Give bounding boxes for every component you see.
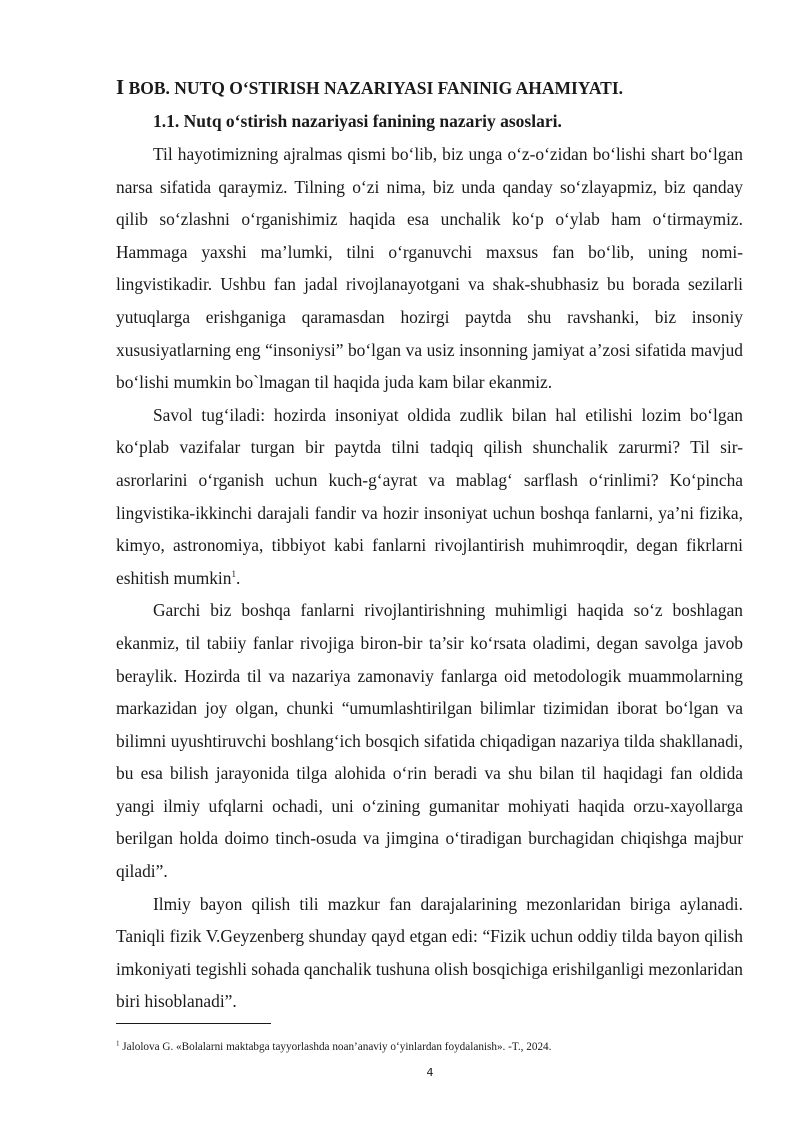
section-heading: 1.1. Nutq o‘stirish nazariyasi fanining nazariy asoslari. [153,111,562,131]
paragraph-2 [116,399,743,595]
footnote-text: Jalolova G. «Bolalarni maktabga tayyorlashda noan’anaviy o‘yinlardan foydalanish». -T., 2024. [119,1041,552,1053]
footnote-reference[interactable]: 1 [231,568,236,579]
page-number: 4 [426,1066,434,1079]
footnote-divider [116,1023,271,1024]
paragraph-2-end: . [235,567,241,588]
chapter-heading [116,76,736,99]
chapter-title: BOB. NUTQ O‘STIRISH NAZARIYASI FANINIG AHAMIYATI. [124,78,624,98]
footnote [116,1040,743,1054]
chapter-numeral: I [116,75,125,99]
paragraph-2-text: Savol tug‘iladi: hozirda insoniyat oldida zudlik bilan hal etilishi lozim bo‘lgan ko‘plab vazifalar turgan bir paytda tilni tadqiq qilish shunchalik zarurmi? Til sir-asrorlarini o‘rganish uchun kuch-g‘ayrat va mablag‘ sarflash o‘rinlimi? Ko‘pincha lingvistika-ikkinchi darajali fandir va hozir insoniyat uchun boshqa fanlarni, ya’ni fizika, kimyo, astronomiya, tibbiyot kabi fanlarni rivojlantirish muhimroqdir, degan fikrlarni eshitish mumkin [116,404,743,588]
body-text [116,138,743,1018]
paragraph-1: Til hayotimizning ajralmas qismi bo‘lib, biz unga o‘z-o‘zidan bo‘lishi shart bo‘lgan narsa sifatida qaraymiz. Tilning o‘zi nima, biz unda qanday so‘zlayapmiz, biz qanday qilib so‘zlashni o‘rganishimiz haqida esa unchalik ko‘p o‘ylab ham o‘tirmaymiz. Hammaga yaxshi ma’lumki, tilni o‘rganuvchi maxsus fan bo‘lib, uning nomi-lingvistikadir. Ushbu fan jadal rivojlanayotgani va shak-shubhasiz bu borada sezilarli yutuqlarga erishganiga qaramasdan hozirgi paytda shu ravshanki, biz insoniy xususiyatlarning eng “insoniysi” bo‘lgan va usiz insonning jamiyat a’zosi sifatida mavjud bo‘lishi mumkin bo`lmagan til haqida juda kam bilar ekanmiz. [116,144,743,393]
paragraph-3: Garchi biz boshqa fanlarni rivojlantirishning muhimligi haqida so‘z boshlagan ekanmiz, til tabiiy fanlar rivojiga biron-bir ta’sir ko‘rsata oladimi, degan savolga javob beraylik. Hozirda til va nazariya zamonaviy fanlarga oid metodologik muammolarning markazidan joy olgan, chunki “umumlashtirilgan bilimlar tizimidan iborat bo‘lgan va bilimni uyushtiruvchi boshlang‘ich bosqich sifatida chiqadigan nazariya tilda shakllanadi, bu esa bilish jarayonida tilga alohida o‘rin beradi va shu bilan til haqidagi fan oldida yangi ilmiy ufqlarni ochadi, uni o‘zining gumanitar mohiyati haqida orzu-xayollarga berilgan holda doimo tinch-osuda va jimgina o‘tiradigan burchagidan chiqishga majbur qiladi”. [116,600,743,882]
paragraph-4: Ilmiy bayon qilish tili mazkur fan darajalarining mezonlaridan biriga aylanadi. Taniqli fizik V.Geyzenberg shunday qayd etgan edi: “Fizik uchun oddiy tilda bayon qilish imkoniyati tegishli sohada qanchalik tushuna olish bosqichiga erishilganligi mezonlaridan biri hisoblanadi”. [116,893,743,1012]
footnote-marker: 1 [116,1039,120,1048]
